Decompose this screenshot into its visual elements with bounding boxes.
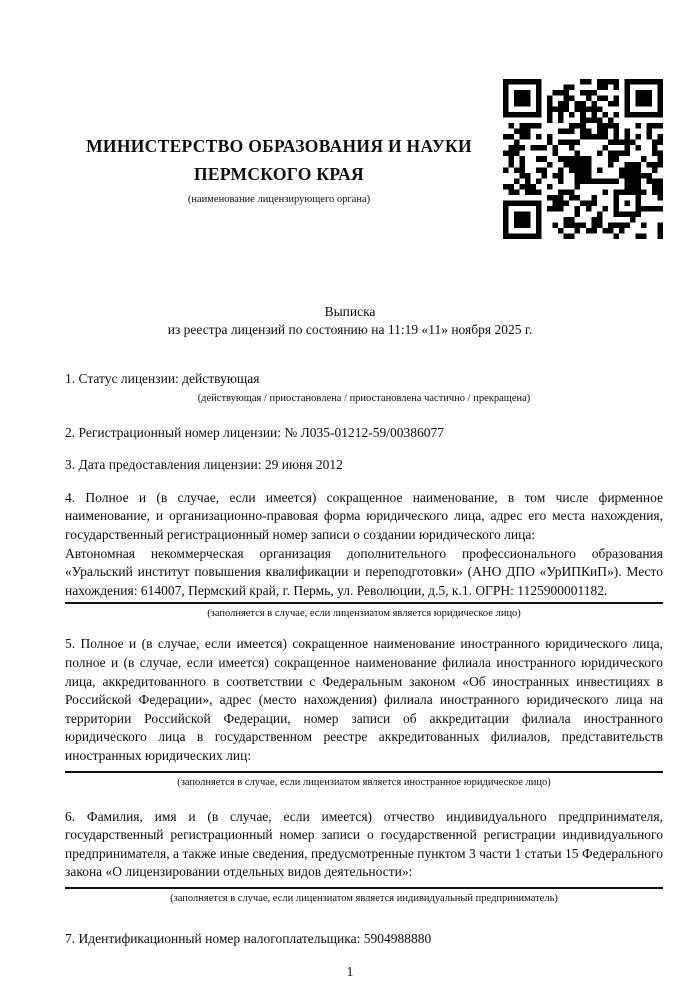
legal-entity-question: 4. Полное и (в случае, если имеется) сокращенное наименование, в том числе фирменное наименование, и организационно-правовая форма юридического лица, адрес его места нахождения, государственный регистрационный номер записи о создании юридического лица: bbox=[65, 489, 663, 542]
item-individual-entrepreneur bbox=[65, 808, 663, 906]
foreign-entity-caption: (заполняется в случае, если лицензиатом является иностранное юридическое лицо) bbox=[177, 776, 551, 788]
items-list bbox=[0, 370, 700, 948]
page-number: 1 bbox=[346, 964, 354, 980]
qr-code bbox=[503, 79, 663, 239]
item-license-grant-date bbox=[65, 456, 663, 475]
individual-entrepreneur-caption: (заполняется в случае, если лицензиатом является индивидуальный предприниматель) bbox=[170, 892, 558, 904]
item-license-status bbox=[65, 370, 663, 406]
legal-entity-answer: Автономная некоммерческая организация дополнительного профессионального образования «Уральский институт повышения квалификации и переподготовки» (АНО ДПО «УрИПКиП»). Место нахождения: 614007, Пермский край, г. Пермь, ул. Революции, д.5, к.1. ОГРН: 1125900001182. bbox=[65, 545, 663, 598]
document-title bbox=[0, 303, 700, 339]
license-grant-date-text: 3. Дата предоставления лицензии: 29 июня 2012 bbox=[65, 457, 343, 473]
title-line1: Выписка bbox=[324, 304, 376, 319]
ministry-name-line2: ПЕРМСКОГО КРАЯ bbox=[194, 164, 364, 184]
individual-entrepreneur-question: 6. Фамилия, имя и (в случае, если имеется) отчество индивидуального предпринимателя, государственный регистрационный номер записи о государственной регистрации индивидуального предпринимателя, а также иные сведения, предусмотренные пунктом 3 части 1 статьи 15 Федерального закона «О лицензировании отдельных видов деятельности»: bbox=[65, 808, 663, 880]
registration-number-text: 2. Регистрационный номер лицензии: № Л035-01212-59/00386077 bbox=[65, 424, 445, 440]
license-status-options-caption: (действующая / приостановлена / приостановлена частично / прекращена) bbox=[197, 392, 531, 404]
title-line2: из реестра лицензий по состоянию на 11:19 «11» ноября 2025 г. bbox=[167, 322, 533, 337]
taxpayer-number-text: 7. Идентификационный номер налогоплательщика: 5904988880 bbox=[65, 930, 432, 946]
item-registration-number bbox=[65, 424, 663, 443]
licensing-authority-block bbox=[65, 78, 493, 207]
licensing-authority-caption: (наименование лицензирующего органа) bbox=[187, 194, 371, 205]
item-legal-entity-name bbox=[65, 489, 663, 622]
item-foreign-entity bbox=[65, 635, 663, 789]
item-taxpayer-number bbox=[65, 930, 663, 949]
document-header bbox=[0, 0, 700, 239]
legal-entity-caption: (заполняется в случае, если лицензиатом является юридическое лицо) bbox=[207, 608, 521, 620]
ministry-name-line1: МИНИСТЕРСТВО ОБРАЗОВАНИЯ И НАУКИ bbox=[86, 136, 472, 156]
license-status-text: 1. Статус лицензии: действующая bbox=[65, 371, 260, 386]
foreign-entity-question: 5. Полное и (в случае, если имеется) сокращенное наименование иностранного юридического лица, полное и (в случае, если имеется) сокращенное наименование филиала иностранного юридического лица, аккредитованного в соответствии с Федеральным законом «Об иностранных инвестициях в Российской Федерации», адрес (место нахождения) филиала иностранного юридического лица на территории Российской Федерации, номер записи об аккредитации филиала иностранного юридического лица в государственном реестре аккредитованных филиалов, представительств иностранных юридических лиц: bbox=[65, 636, 663, 763]
